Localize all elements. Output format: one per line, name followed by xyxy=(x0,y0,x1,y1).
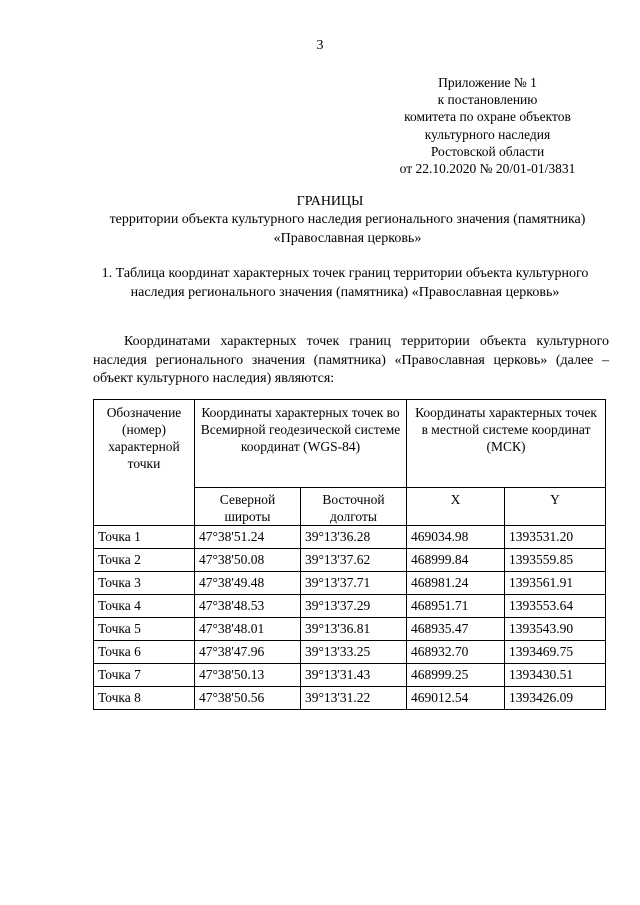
y-cell: 1393426.09 xyxy=(505,687,606,710)
document-title: ГРАНИЦЫ xyxy=(296,194,364,209)
lat-cell: 47°38'51.24 xyxy=(195,526,301,549)
intro-paragraph: Координатами характерных точек границ территории объекта культурного наследия регионального значения (памятника) «Православная церковь» (далее – объект культурного наследия) являются: xyxy=(93,334,609,386)
header-north-latitude: Северной широты xyxy=(195,488,301,526)
lat-cell: 47°38'50.56 xyxy=(195,687,301,710)
header-wgs84: Координаты характерных точек во Всемирной геодезической системе координат (WGS-84) xyxy=(195,400,407,488)
lat-cell: 47°38'48.01 xyxy=(195,618,301,641)
y-cell: 1393553.64 xyxy=(505,595,606,618)
document-subtitle: территории объекта культурного наследия регионального значения (памятника) «Православная церковь» xyxy=(109,212,586,246)
header-y: Y xyxy=(505,488,606,526)
x-cell: 468999.84 xyxy=(407,549,505,572)
lat-cell: 47°38'50.08 xyxy=(195,549,301,572)
lon-cell: 39°13'37.29 xyxy=(301,595,407,618)
coordinates-table xyxy=(93,399,606,710)
lon-cell: 39°13'37.62 xyxy=(301,549,407,572)
x-cell: 469012.54 xyxy=(407,687,505,710)
y-cell: 1393531.20 xyxy=(505,526,606,549)
header-east-longitude: Восточной долготы xyxy=(301,488,407,526)
y-cell: 1393561.91 xyxy=(505,572,606,595)
appendix-line: к постановлению xyxy=(437,92,538,108)
appendix-line: комитета по охране объектов xyxy=(404,109,571,125)
header-x: X xyxy=(407,488,505,526)
x-cell: 468999.25 xyxy=(407,664,505,687)
point-cell: Точка 8 xyxy=(94,687,195,710)
point-cell: Точка 6 xyxy=(94,641,195,664)
x-cell: 468935.47 xyxy=(407,618,505,641)
header-point: Обозначение (номер) характерной точки xyxy=(94,400,195,526)
appendix-line: Приложение № 1 xyxy=(438,75,537,90)
y-cell: 1393430.51 xyxy=(505,664,606,687)
lon-cell: 39°13'31.43 xyxy=(301,664,407,687)
table-row xyxy=(94,641,606,664)
header-msk: Координаты характерных точек в местной системе координат (МСК) xyxy=(407,400,606,488)
x-cell: 469034.98 xyxy=(407,526,505,549)
y-cell: 1393559.85 xyxy=(505,549,606,572)
section-heading: 1. Таблица координат характерных точек границ территории объекта культурного наследия регионального значения (памятника) «Православная церковь» xyxy=(101,266,589,300)
x-cell: 468932.70 xyxy=(407,641,505,664)
lon-cell: 39°13'33.25 xyxy=(301,641,407,664)
lon-cell: 39°13'36.28 xyxy=(301,526,407,549)
lon-cell: 39°13'37.71 xyxy=(301,572,407,595)
lon-cell: 39°13'36.81 xyxy=(301,618,407,641)
x-cell: 468981.24 xyxy=(407,572,505,595)
table-row xyxy=(94,549,606,572)
x-cell: 468951.71 xyxy=(407,595,505,618)
y-cell: 1393543.90 xyxy=(505,618,606,641)
table-row xyxy=(94,526,606,549)
table-row xyxy=(94,687,606,710)
point-cell: Точка 7 xyxy=(94,664,195,687)
point-cell: Точка 2 xyxy=(94,549,195,572)
lat-cell: 47°38'50.13 xyxy=(195,664,301,687)
point-cell: Точка 3 xyxy=(94,572,195,595)
y-cell: 1393469.75 xyxy=(505,641,606,664)
lat-cell: 47°38'49.48 xyxy=(195,572,301,595)
lat-cell: 47°38'48.53 xyxy=(195,595,301,618)
table-row xyxy=(94,595,606,618)
page-number: 3 xyxy=(316,38,324,53)
lon-cell: 39°13'31.22 xyxy=(301,687,407,710)
point-cell: Точка 5 xyxy=(94,618,195,641)
table-row xyxy=(94,572,606,595)
appendix-line: культурного наследия xyxy=(424,126,551,142)
appendix-block xyxy=(385,74,590,177)
point-cell: Точка 4 xyxy=(94,595,195,618)
table-row xyxy=(94,618,606,641)
point-cell: Точка 1 xyxy=(94,526,195,549)
lat-cell: 47°38'47.96 xyxy=(195,641,301,664)
table-row xyxy=(94,664,606,687)
appendix-line: Ростовской области xyxy=(430,143,545,159)
appendix-line: от 22.10.2020 № 20/01-01/3831 xyxy=(399,161,576,177)
